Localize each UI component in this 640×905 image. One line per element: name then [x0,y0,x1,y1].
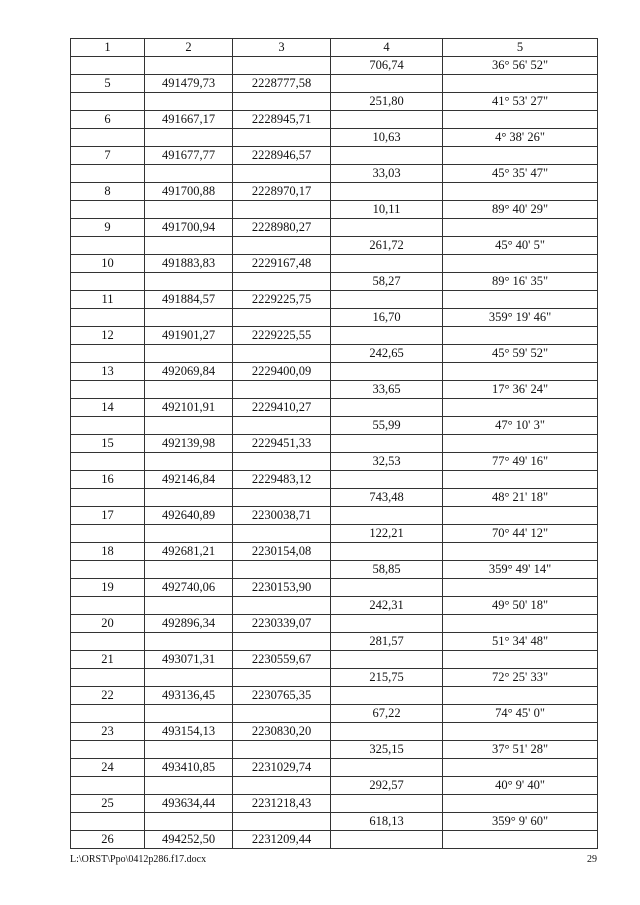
distance-cell: 58,85 [331,561,443,579]
y-coordinate-cell [233,525,331,543]
distance-cell: 16,70 [331,309,443,327]
y-coordinate-cell [233,741,331,759]
distance-cell [331,651,443,669]
x-coordinate-cell [145,597,233,615]
distance-cell: 242,65 [331,345,443,363]
x-coordinate-cell: 491667,17 [145,111,233,129]
table-row [71,291,598,309]
x-coordinate-cell [145,561,233,579]
bearing-cell: 48° 21' 18" [443,489,598,507]
table-row [71,705,598,723]
column-header-3: 3 [233,39,331,57]
distance-cell: 261,72 [331,237,443,255]
point-number-cell: 6 [71,111,145,129]
distance-cell: 325,15 [331,741,443,759]
point-number-cell: 16 [71,471,145,489]
distance-cell: 33,65 [331,381,443,399]
y-coordinate-cell [233,345,331,363]
bearing-cell: 36° 56' 52" [443,57,598,75]
x-coordinate-cell: 491883,83 [145,255,233,273]
table-row [71,669,598,687]
bearing-cell: 77° 49' 16" [443,453,598,471]
table-row [71,489,598,507]
point-number-cell [71,669,145,687]
x-coordinate-cell: 493634,44 [145,795,233,813]
table-row [71,507,598,525]
x-coordinate-cell [145,669,233,687]
y-coordinate-cell [233,165,331,183]
table-row [71,399,598,417]
y-coordinate-cell [233,129,331,147]
x-coordinate-cell: 491884,57 [145,291,233,309]
point-number-cell: 9 [71,219,145,237]
point-number-cell: 21 [71,651,145,669]
y-coordinate-cell: 2229225,75 [233,291,331,309]
table-row [71,615,598,633]
point-number-cell: 14 [71,399,145,417]
x-coordinate-cell [145,309,233,327]
x-coordinate-cell: 491901,27 [145,327,233,345]
y-coordinate-cell: 2230038,71 [233,507,331,525]
bearing-cell: 4° 38' 26" [443,129,598,147]
y-coordinate-cell: 2229451,33 [233,435,331,453]
bearing-cell: 37° 51' 28" [443,741,598,759]
table-row [71,111,598,129]
x-coordinate-cell: 493136,45 [145,687,233,705]
table-row [71,579,598,597]
bearing-cell [443,795,598,813]
table-row [71,471,598,489]
table-row [71,327,598,345]
point-number-cell [71,705,145,723]
point-number-cell [71,525,145,543]
bearing-cell: 70° 44' 12" [443,525,598,543]
x-coordinate-cell: 492740,06 [145,579,233,597]
bearing-cell: 45° 59' 52" [443,345,598,363]
x-coordinate-cell [145,93,233,111]
bearing-cell [443,255,598,273]
distance-cell: 281,57 [331,633,443,651]
x-coordinate-cell: 494252,50 [145,831,233,849]
table-row [71,777,598,795]
distance-cell [331,75,443,93]
bearing-cell: 45° 35' 47" [443,165,598,183]
point-number-cell [71,345,145,363]
bearing-cell [443,111,598,129]
x-coordinate-cell: 492101,91 [145,399,233,417]
bearing-cell [443,75,598,93]
distance-cell [331,111,443,129]
bearing-cell: 51° 34' 48" [443,633,598,651]
point-number-cell: 19 [71,579,145,597]
point-number-cell: 25 [71,795,145,813]
table-row [71,75,598,93]
point-number-cell [71,561,145,579]
bearing-cell [443,183,598,201]
x-coordinate-cell [145,273,233,291]
y-coordinate-cell: 2231209,44 [233,831,331,849]
x-coordinate-cell [145,813,233,831]
bearing-cell: 359° 9' 60" [443,813,598,831]
table-row [71,651,598,669]
y-coordinate-cell: 2230153,90 [233,579,331,597]
table-row [71,273,598,291]
y-coordinate-cell [233,633,331,651]
point-number-cell: 7 [71,147,145,165]
y-coordinate-cell: 2229167,48 [233,255,331,273]
y-coordinate-cell [233,489,331,507]
distance-cell [331,579,443,597]
footer-page-number: 29 [587,854,597,865]
table-body [71,57,598,849]
point-number-cell: 5 [71,75,145,93]
table-row [71,183,598,201]
distance-cell: 706,74 [331,57,443,75]
y-coordinate-cell: 2228945,71 [233,111,331,129]
x-coordinate-cell [145,345,233,363]
point-number-cell: 23 [71,723,145,741]
bearing-cell [443,687,598,705]
y-coordinate-cell: 2229225,55 [233,327,331,345]
y-coordinate-cell: 2231029,74 [233,759,331,777]
y-coordinate-cell: 2230765,35 [233,687,331,705]
x-coordinate-cell [145,57,233,75]
x-coordinate-cell: 492896,34 [145,615,233,633]
point-number-cell [71,201,145,219]
bearing-cell [443,291,598,309]
table-row [71,795,598,813]
distance-cell: 215,75 [331,669,443,687]
x-coordinate-cell [145,489,233,507]
distance-cell: 618,13 [331,813,443,831]
distance-cell [331,543,443,561]
point-number-cell [71,309,145,327]
distance-cell: 292,57 [331,777,443,795]
distance-cell: 122,21 [331,525,443,543]
distance-cell: 33,03 [331,165,443,183]
bearing-cell: 359° 49' 14" [443,561,598,579]
bearing-cell [443,219,598,237]
bearing-cell [443,543,598,561]
distance-cell: 251,80 [331,93,443,111]
y-coordinate-cell: 2230154,08 [233,543,331,561]
x-coordinate-cell: 491479,73 [145,75,233,93]
y-coordinate-cell [233,561,331,579]
point-number-cell [71,813,145,831]
distance-cell [331,327,443,345]
y-coordinate-cell: 2229483,12 [233,471,331,489]
x-coordinate-cell [145,201,233,219]
bearing-cell [443,615,598,633]
x-coordinate-cell: 492069,84 [145,363,233,381]
table-row [71,93,598,111]
distance-cell [331,363,443,381]
point-number-cell: 13 [71,363,145,381]
bearing-cell [443,471,598,489]
table-row [71,813,598,831]
x-coordinate-cell: 491677,77 [145,147,233,165]
point-number-cell [71,741,145,759]
table-row [71,759,598,777]
bearing-cell: 41° 53' 27" [443,93,598,111]
bearing-cell [443,327,598,345]
y-coordinate-cell: 2228970,17 [233,183,331,201]
x-coordinate-cell [145,633,233,651]
distance-cell: 10,11 [331,201,443,219]
distance-cell [331,759,443,777]
table-row [71,363,598,381]
table-row [71,453,598,471]
table-row [71,345,598,363]
table-row [71,597,598,615]
distance-cell [331,147,443,165]
point-number-cell: 22 [71,687,145,705]
bearing-cell: 17° 36' 24" [443,381,598,399]
point-number-cell: 8 [71,183,145,201]
point-number-cell: 17 [71,507,145,525]
y-coordinate-cell [233,57,331,75]
distance-cell [331,723,443,741]
table-row [71,543,598,561]
bearing-cell: 359° 19' 46" [443,309,598,327]
distance-cell [331,471,443,489]
y-coordinate-cell [233,201,331,219]
x-coordinate-cell [145,741,233,759]
point-number-cell [71,489,145,507]
x-coordinate-cell [145,381,233,399]
y-coordinate-cell: 2229400,09 [233,363,331,381]
point-number-cell [71,57,145,75]
point-number-cell: 20 [71,615,145,633]
bearing-cell [443,147,598,165]
table-row [71,525,598,543]
point-number-cell: 10 [71,255,145,273]
point-number-cell [71,273,145,291]
table-row [71,381,598,399]
column-header-2: 2 [145,39,233,57]
table-row [71,633,598,651]
table-row [71,147,598,165]
bearing-cell: 40° 9' 40" [443,777,598,795]
table-row [71,741,598,759]
point-number-cell [71,777,145,795]
distance-cell: 242,31 [331,597,443,615]
table-row [71,435,598,453]
distance-cell [331,291,443,309]
x-coordinate-cell [145,165,233,183]
table-row [71,255,598,273]
y-coordinate-cell [233,417,331,435]
distance-cell: 10,63 [331,129,443,147]
point-number-cell [71,237,145,255]
distance-cell [331,615,443,633]
y-coordinate-cell [233,453,331,471]
x-coordinate-cell: 493154,13 [145,723,233,741]
y-coordinate-cell [233,669,331,687]
bearing-cell [443,651,598,669]
distance-cell: 58,27 [331,273,443,291]
point-number-cell [71,381,145,399]
bearing-cell: 45° 40' 5" [443,237,598,255]
table-row [71,831,598,849]
x-coordinate-cell: 493071,31 [145,651,233,669]
y-coordinate-cell [233,93,331,111]
y-coordinate-cell [233,777,331,795]
distance-cell [331,795,443,813]
distance-cell [331,435,443,453]
bearing-cell [443,507,598,525]
bearing-cell: 49° 50' 18" [443,597,598,615]
bearing-cell [443,399,598,417]
y-coordinate-cell: 2228777,58 [233,75,331,93]
bearing-cell: 74° 45' 0" [443,705,598,723]
table-row [71,309,598,327]
distance-cell [331,219,443,237]
table-row [71,237,598,255]
x-coordinate-cell [145,777,233,795]
y-coordinate-cell: 2229410,27 [233,399,331,417]
x-coordinate-cell [145,129,233,147]
x-coordinate-cell: 492640,89 [145,507,233,525]
y-coordinate-cell: 2230830,20 [233,723,331,741]
x-coordinate-cell: 492139,98 [145,435,233,453]
y-coordinate-cell: 2231218,43 [233,795,331,813]
column-header-4: 4 [331,39,443,57]
coordinates-table [70,38,598,849]
x-coordinate-cell: 491700,88 [145,183,233,201]
x-coordinate-cell [145,237,233,255]
point-number-cell: 18 [71,543,145,561]
distance-cell: 55,99 [331,417,443,435]
distance-cell [331,687,443,705]
bearing-cell [443,831,598,849]
bearing-cell: 47° 10' 3" [443,417,598,435]
point-number-cell: 12 [71,327,145,345]
table-row [71,165,598,183]
bearing-cell [443,579,598,597]
x-coordinate-cell: 491700,94 [145,219,233,237]
x-coordinate-cell [145,705,233,723]
point-number-cell [71,453,145,471]
distance-cell [331,399,443,417]
bearing-cell [443,723,598,741]
table-row [71,417,598,435]
point-number-cell [71,417,145,435]
point-number-cell: 11 [71,291,145,309]
table-row [71,723,598,741]
table-header-row [71,39,598,57]
point-number-cell [71,165,145,183]
x-coordinate-cell: 493410,85 [145,759,233,777]
table-row [71,561,598,579]
table-row [71,57,598,75]
point-number-cell: 15 [71,435,145,453]
y-coordinate-cell [233,813,331,831]
table-row [71,219,598,237]
x-coordinate-cell [145,525,233,543]
distance-cell [331,831,443,849]
y-coordinate-cell: 2228980,27 [233,219,331,237]
point-number-cell: 26 [71,831,145,849]
y-coordinate-cell [233,309,331,327]
distance-cell [331,507,443,525]
distance-cell [331,183,443,201]
column-header-5: 5 [443,39,598,57]
point-number-cell: 24 [71,759,145,777]
y-coordinate-cell: 2230559,67 [233,651,331,669]
y-coordinate-cell: 2228946,57 [233,147,331,165]
point-number-cell [71,93,145,111]
bearing-cell [443,759,598,777]
bearing-cell [443,363,598,381]
x-coordinate-cell: 492681,21 [145,543,233,561]
y-coordinate-cell [233,381,331,399]
footer-file-path: L:\ORST\Ppo\0412p286.f17.docx [70,854,207,865]
distance-cell: 743,48 [331,489,443,507]
point-number-cell [71,129,145,147]
y-coordinate-cell [233,597,331,615]
x-coordinate-cell: 492146,84 [145,471,233,489]
table-row [71,687,598,705]
y-coordinate-cell [233,237,331,255]
distance-cell: 32,53 [331,453,443,471]
distance-cell [331,255,443,273]
y-coordinate-cell: 2230339,07 [233,615,331,633]
bearing-cell: 72° 25' 33" [443,669,598,687]
x-coordinate-cell [145,417,233,435]
bearing-cell: 89° 40' 29" [443,201,598,219]
table-row [71,129,598,147]
y-coordinate-cell [233,273,331,291]
x-coordinate-cell [145,453,233,471]
column-header-1: 1 [71,39,145,57]
bearing-cell [443,435,598,453]
bearing-cell: 89° 16' 35" [443,273,598,291]
table-row [71,201,598,219]
point-number-cell [71,597,145,615]
y-coordinate-cell [233,705,331,723]
distance-cell: 67,22 [331,705,443,723]
point-number-cell [71,633,145,651]
